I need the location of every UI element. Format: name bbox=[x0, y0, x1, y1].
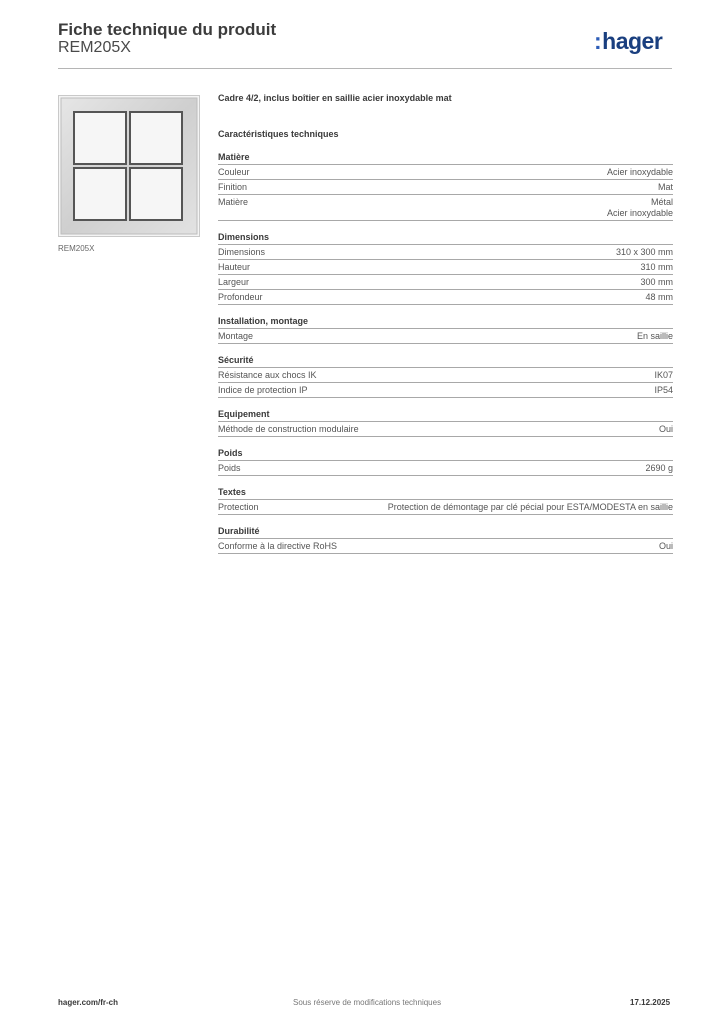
section-title: Installation, montage bbox=[218, 316, 673, 329]
section-title: Matière bbox=[218, 152, 673, 165]
spec-value: Mat bbox=[657, 182, 673, 192]
header-divider bbox=[58, 68, 672, 69]
spec-label: Poids bbox=[218, 463, 241, 473]
section-installation bbox=[218, 316, 673, 344]
footer-disclaimer: Sous réserve de modifications techniques bbox=[293, 998, 442, 1007]
spec-value: Oui bbox=[658, 541, 673, 551]
section-title: Durabilité bbox=[218, 526, 673, 539]
footer-website[interactable]: hager.com/fr-ch bbox=[58, 998, 119, 1007]
section-title: Sécurité bbox=[218, 355, 673, 368]
spec-label: Dimensions bbox=[218, 247, 266, 257]
tech-characteristics-title: Caractéristiques techniques bbox=[218, 129, 339, 139]
product-description: Cadre 4/2, inclus boîtier en saillie acier inoxydable mat bbox=[218, 93, 452, 103]
spec-content bbox=[218, 93, 673, 554]
spec-value: Acier inoxydable bbox=[606, 167, 673, 177]
spec-row bbox=[218, 195, 673, 221]
spec-row bbox=[218, 500, 673, 515]
spec-value: IP54 bbox=[654, 385, 673, 395]
section-poids bbox=[218, 448, 673, 476]
spec-value: Protection de démontage par clé pécial pour ESTA/MODESTA en saillie bbox=[387, 502, 673, 512]
spec-label: Méthode de construction modulaire bbox=[218, 424, 359, 434]
spec-value: 310 x 300 mm bbox=[615, 247, 673, 257]
footer-date: 17.12.2025 bbox=[630, 998, 671, 1007]
spec-label: Matière bbox=[218, 197, 249, 207]
spec-row bbox=[218, 245, 673, 260]
section-securite bbox=[218, 355, 673, 398]
spec-row bbox=[218, 275, 673, 290]
spec-value: Métal Acier inoxydable bbox=[606, 197, 673, 218]
spec-label: Hauteur bbox=[218, 262, 251, 272]
spec-label: Montage bbox=[218, 331, 254, 341]
spec-label: Couleur bbox=[218, 167, 250, 177]
spec-value: IK07 bbox=[654, 370, 673, 380]
spec-value: Oui bbox=[658, 424, 673, 434]
spec-label: Protection bbox=[218, 502, 259, 512]
spec-value: 310 mm bbox=[640, 262, 673, 272]
spec-label: Résistance aux chocs IK bbox=[218, 370, 317, 380]
spec-row bbox=[218, 539, 673, 554]
section-title: Poids bbox=[218, 448, 673, 461]
spec-value: 300 mm bbox=[640, 277, 673, 287]
spec-label: Indice de protection IP bbox=[218, 385, 308, 395]
page-title: Fiche technique du produit bbox=[58, 20, 277, 39]
spec-row bbox=[218, 422, 673, 437]
section-title: Textes bbox=[218, 487, 673, 500]
spec-label: Conforme à la directive RoHS bbox=[218, 541, 338, 551]
spec-value: En saillie bbox=[636, 331, 673, 341]
spec-row bbox=[218, 165, 673, 180]
logo-text: hager bbox=[602, 28, 663, 54]
spec-row bbox=[218, 368, 673, 383]
section-title: Dimensions bbox=[218, 232, 673, 245]
spec-row bbox=[218, 290, 673, 305]
spec-label: Largeur bbox=[218, 277, 250, 287]
section-equipement bbox=[218, 409, 673, 437]
frame-illustration bbox=[59, 96, 199, 236]
section-matiere bbox=[218, 152, 673, 221]
spec-row bbox=[218, 329, 673, 344]
spec-label: Finition bbox=[218, 182, 248, 192]
image-caption: REM205X bbox=[58, 244, 95, 253]
spec-value: 48 mm bbox=[645, 292, 673, 302]
section-textes bbox=[218, 487, 673, 515]
product-reference: REM205X bbox=[58, 39, 131, 56]
spec-row bbox=[218, 383, 673, 398]
spec-row bbox=[218, 260, 673, 275]
spec-value: 2690 g bbox=[645, 463, 673, 473]
hager-logo: :hager bbox=[594, 28, 663, 54]
section-durabilite bbox=[218, 526, 673, 554]
spec-row bbox=[218, 461, 673, 476]
product-image bbox=[58, 95, 200, 237]
section-dimensions bbox=[218, 232, 673, 305]
spec-label: Profondeur bbox=[218, 292, 263, 302]
spec-row bbox=[218, 180, 673, 195]
section-title: Equipement bbox=[218, 409, 673, 422]
